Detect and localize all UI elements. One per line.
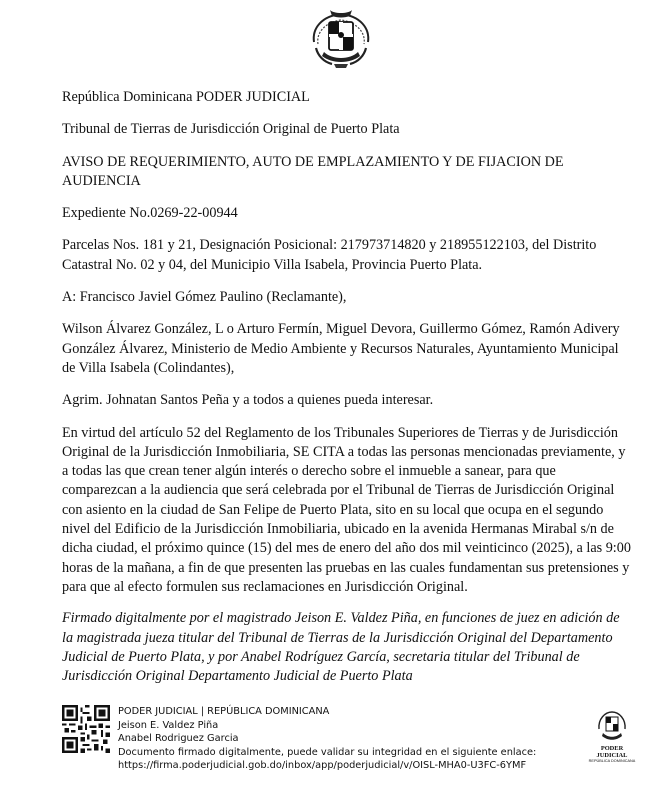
- footer-signer-secretary: Anabel Rodriguez Garcia: [118, 733, 239, 744]
- footer-validation-note: Documento firmado digitalmente, puede validar su integridad en el siguiente enlace:: [118, 746, 537, 758]
- country-line: República Dominicana PODER JUDICIAL: [62, 89, 310, 105]
- seal-subtitle: REPÚBLICA DOMINICANA: [588, 759, 636, 763]
- qr-code-icon[interactable]: [62, 705, 110, 753]
- digital-signature-footer: [62, 705, 636, 775]
- notice-content: [62, 88, 632, 686]
- coat-of-arms-icon: [308, 8, 374, 70]
- footer-institution: PODER JUDICIAL | REPÚBLICA DOMINICANA: [118, 706, 330, 717]
- file-number: Expediente No.0269-22-00944: [62, 205, 238, 222]
- notice-title: AVISO DE REQUERIMIENTO, AUTO DE EMPLAZAMIENTO Y DE FIJACION DE AUDIENCIA: [62, 153, 564, 189]
- footer-validation-link[interactable]: https://firma.poderjudicial.gob.do/inbox/app/poderjudicial/v/OISL-MHA0-U3FC-6YMF: [118, 760, 527, 771]
- addressee-line: A: Francisco Javiel Gómez Paulino (Reclamante),: [62, 289, 347, 306]
- poder-judicial-seal: [588, 709, 636, 769]
- seal-crest-icon: [595, 709, 629, 743]
- footer-signer-judge: Jeison E. Valdez Piña: [118, 719, 219, 731]
- neighbors-paragraph: Wilson Álvarez González, L o Arturo Fermín, Miguel Devora, Guillermo Gómez, Ramón Adivery González Álvarez, Ministerio de Medio Ambiente y Recursos Naturales, Ayuntamiento Municipal de Villa Isabela (Colindantes),: [62, 321, 620, 376]
- summons-paragraph: En virtud del artículo 52 del Reglamento de los Tribunales Superiores de Tierras y de Jurisdicción Original de la Jurisdicción Inmobiliaria, SE CITA a todas las personas mencionadas previamente, y a todas las que crean tener algún interés o derecho sobre el inmueble a sanear, para que comparezcan a la audiencia que será celebrada por el Tribunal de Tierras de Jurisdicción Original con asiento en la ciudad de San Felipe de Puerto Plata, sito en su local que ocupa en el segundo nivel del Edificio de la Jurisdicción Inmobiliaria, ubicado en la avenida Hermanas Mirabal s/n de dicha ciudad, el próximo quince (15) del mes de enero del año dos mil veinticinco (2025), a las 9:00 horas de la mañana, a fin de que presenten las pruebas en las cuales fundamentan sus pretensiones y para que al efecto formulen sus reclamaciones en Jurisdicción Original.: [62, 424, 631, 595]
- surveyor-line: Agrim. Johnatan Santos Peña y a todos a quienes pueda interesar.: [62, 392, 434, 409]
- seal-title: PODER JUDICIAL: [596, 745, 628, 759]
- signature-note: Firmado digitalmente por el magistrado Jeison E. Valdez Piña, en funciones de juez en adición de la magistrada jueza titular del Tribunal de Tierras de la Jurisdicción Original del Departamento Judicial de Puerto Plata, y por Anabel Rodríguez García, secretaria titular del Tribunal de Jurisdicción Original Departamento Judicial de Puerto Plata: [62, 610, 620, 685]
- parcels-paragraph: Parcelas Nos. 181 y 21, Designación Posicional: 217973714820 y 218955122103, del Distrito Catastral No. 02 y 04, del Municipio Villa Isabela, Provincia Puerto Plata.: [62, 237, 597, 273]
- signature-details: [118, 705, 536, 773]
- court-line: Tribunal de Tierras de Jurisdicción Original de Puerto Plata: [62, 121, 400, 138]
